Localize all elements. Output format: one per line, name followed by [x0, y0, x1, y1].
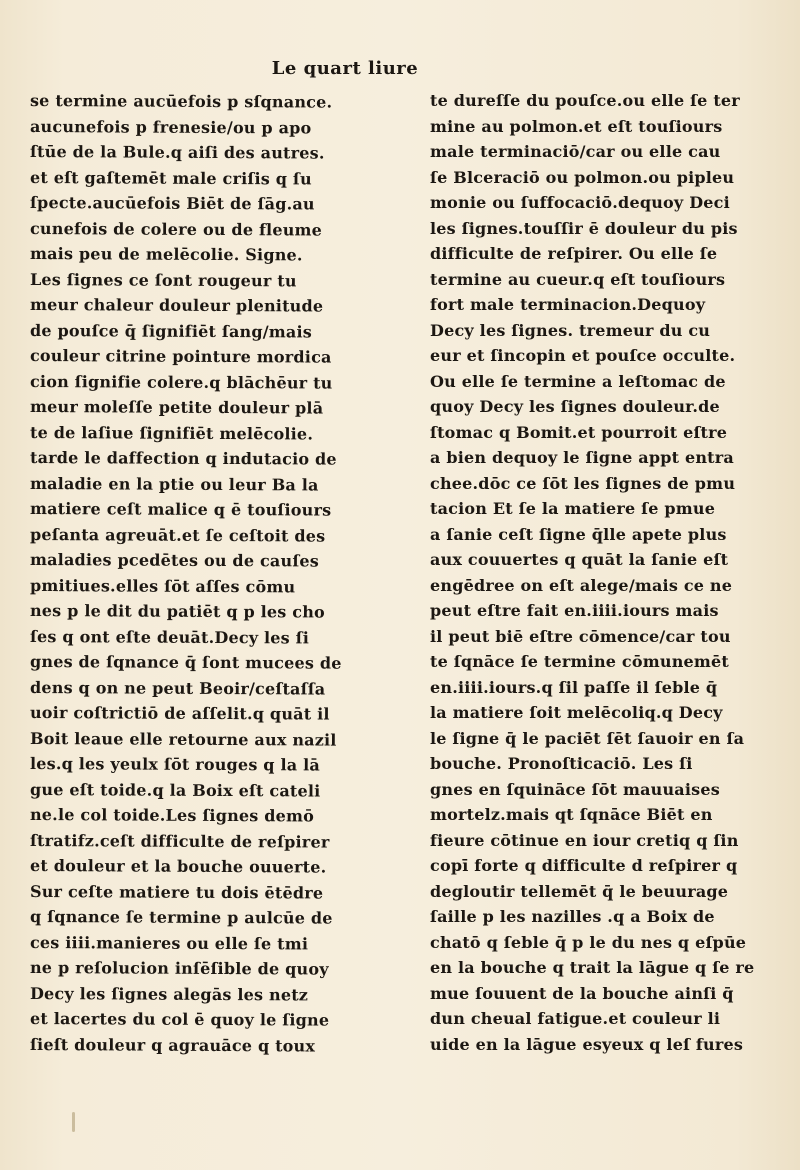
- paper-speck: [72, 1112, 75, 1132]
- text-line: mortelz.mais qt ſqnāce Biēt en: [430, 805, 713, 824]
- text-line: et eſt gaſtemēt male criſis q ſu: [29, 167, 312, 188]
- text-line: ſes q ont eſte deuāt.Decy les ſi: [29, 626, 310, 647]
- text-line: uoir coſtrictiō de aſſelit.q quāt il: [29, 703, 330, 724]
- text-line: a ſanie ceſt ſigne q̄lle apete plus: [430, 524, 727, 544]
- text-line: ces iiii.manieres ou elle ſe tmi: [29, 932, 309, 953]
- text-line: ſieſt douleur q agrauāce q toux: [29, 1034, 316, 1055]
- text-line: cion ſignifie colere.q blāchēur tu: [29, 371, 333, 393]
- text-line: degloutir tellemēt q̄ le beuurage: [430, 881, 729, 901]
- text-line: male terminaciō/car ou elle cau: [430, 142, 721, 161]
- text-line: en.iiii.iours.q ſil paſſe il ſeble q̄: [430, 677, 718, 697]
- text-line: la matiere ſoit melēcoliq.q Decy: [430, 703, 723, 722]
- text-line: couleur citrine pointure mordica: [29, 346, 332, 367]
- text-line: monie ou ſuffocaciō.dequoy Deci: [430, 193, 730, 212]
- text-line: fort male terminacion.Dequoy: [430, 295, 706, 314]
- text-line: Les ſignes ce ſont rougeur tu: [29, 269, 297, 290]
- text-line: gnes en ſquināce ſōt mauuaises: [430, 779, 720, 799]
- text-line: Ou elle ſe termine a leſtomac de: [430, 371, 726, 391]
- text-line: chee.dōc ce ſōt les ſignes de pmu: [430, 473, 736, 493]
- text-line: peut eſtre fait en.iiii.iours mais: [430, 601, 719, 620]
- text-line: te de laſiue ſignifiēt melēcolie.: [29, 422, 314, 443]
- text-line: Boit leaue elle retourne aux nazil: [29, 728, 337, 750]
- text-line: ſtratifz.ceſt difficulte de reſpirer: [29, 830, 330, 852]
- text-line: bouche. Pronoſticaciō. Les ſi: [430, 754, 693, 773]
- text-line: les ſignes.touſſir ē douleur du pis: [430, 218, 738, 238]
- text-line: te dureſſe du pouſce.ou elle ſe ter: [430, 91, 740, 110]
- text-line: nes p le dit du patiēt q p les cho: [29, 601, 326, 622]
- text-line: chatō q ſeble q̄ p le du nes q eſpūe: [430, 932, 747, 952]
- text-line: mine au polmon.et eſt touſiours: [430, 116, 723, 136]
- text-line: cunefois de colere ou de fleume: [29, 218, 323, 240]
- text-line: aucunefois p frenesie/ou p apo: [29, 116, 312, 137]
- running-head: Le quart liure: [271, 58, 419, 79]
- text-line: termine au cueur.q eſt touſiours: [430, 269, 726, 289]
- text-line: maladies pcedētes ou de cauſes: [29, 550, 320, 571]
- text-line: q ſqnance ſe termine p aulcūe de: [29, 907, 333, 928]
- text-line: peſanta agreuāt.et ſe ceſtoit des: [29, 524, 326, 546]
- text-line: et douleur et la bouche ouuerte.: [29, 856, 327, 877]
- text-line: ſtūe de la Bule.q aiſi des autres.: [29, 142, 325, 163]
- text-line: copī forte q difficulte d reſpirer q: [430, 856, 738, 875]
- right-text-column: [430, 88, 755, 1057]
- text-line: eur et ſincopin et pouſce occulte.: [430, 346, 736, 365]
- text-line: tarde le daffection q indutacio de: [29, 448, 337, 469]
- text-line: Sur ceſte matiere tu dois ētēdre: [29, 881, 324, 903]
- text-line: en la bouche q trait la lāgue q ſe re: [430, 958, 755, 977]
- text-line: a bien dequoy le ſigne appt entra: [430, 448, 734, 467]
- text-line: ne p reſolucion inſēſible de quoy: [29, 958, 329, 979]
- text-line: matiere ceſt malice q ē touſiours: [29, 499, 332, 520]
- text-line: aux couuertes q quāt la ſanie eſt: [430, 550, 729, 569]
- text-line: tacion Et ſe la matiere ſe pmue: [430, 499, 716, 518]
- left-text-column: [30, 88, 360, 1057]
- text-line: se termine aucūefois p sſqnance.: [29, 91, 333, 112]
- text-line: le ſigne q̄ le paciēt ſēt ſauoir en ſa: [430, 728, 745, 748]
- text-line: engēdree on eſt alege/mais ce ne: [430, 575, 733, 595]
- text-line: gue eſt toide.q la Boix eſt cateli: [29, 779, 321, 801]
- text-line: ſe Blceraciō ou polmon.ou pipleu: [430, 167, 735, 187]
- text-line: fieure cōtinue en iour cretiq q ſin: [430, 830, 739, 850]
- text-line: Decy les ſignes alegās les netz: [29, 983, 309, 1004]
- text-line: et lacertes du col ē quoy le ſigne: [29, 1009, 330, 1030]
- text-line: pmitiues.elles ſōt aſſes cōmu: [29, 575, 296, 596]
- text-line: dens q on ne peut Beoir/ceſtaſſa: [29, 677, 326, 699]
- text-line: mais peu de melēcolie. Signe.: [29, 244, 303, 265]
- text-line: te ſqnāce ſe termine cōmunemēt: [430, 652, 730, 671]
- text-line: Decy les ſignes. tremeur du cu: [430, 320, 711, 340]
- text-line: meur moleſſe petite douleur plā: [29, 397, 324, 418]
- text-line: les.q les yeulx ſōt rouges q la lā: [29, 754, 321, 775]
- text-line: uide en la lāgue esyeux q leſ fures: [430, 1034, 744, 1054]
- text-line: difficulte de reſpirer. Ou elle ſe: [430, 244, 718, 263]
- text-line: gnes de ſqnance q̄ ſont mucees de: [29, 652, 342, 673]
- text-line: mue ſouuent de la bouche ainſi q̄: [430, 983, 734, 1003]
- text-line: de pouſce q̄ ſignifiēt ſang/mais: [29, 320, 313, 341]
- text-line: dun cheual fatigue.et couleur li: [430, 1009, 721, 1028]
- text-line: ſpecte.aucūefois Biēt de ſāg.au: [29, 193, 315, 214]
- text-line: ne.le col toide.Les ſignes demō: [29, 805, 315, 826]
- text-line: maladie en la ptie ou leur Ba la: [29, 473, 319, 495]
- text-line: ſaille p les nazilles .q a Boix de: [430, 907, 715, 926]
- text-line: ſtomac q Bomit.et pourroit eſtre: [430, 422, 728, 442]
- text-line: meur chaleur douleur plenitude: [29, 295, 324, 316]
- text-line: quoy Decy les ſignes douleur.de: [430, 397, 720, 416]
- text-line: il peut biē eſtre cōmence/car tou: [430, 626, 731, 646]
